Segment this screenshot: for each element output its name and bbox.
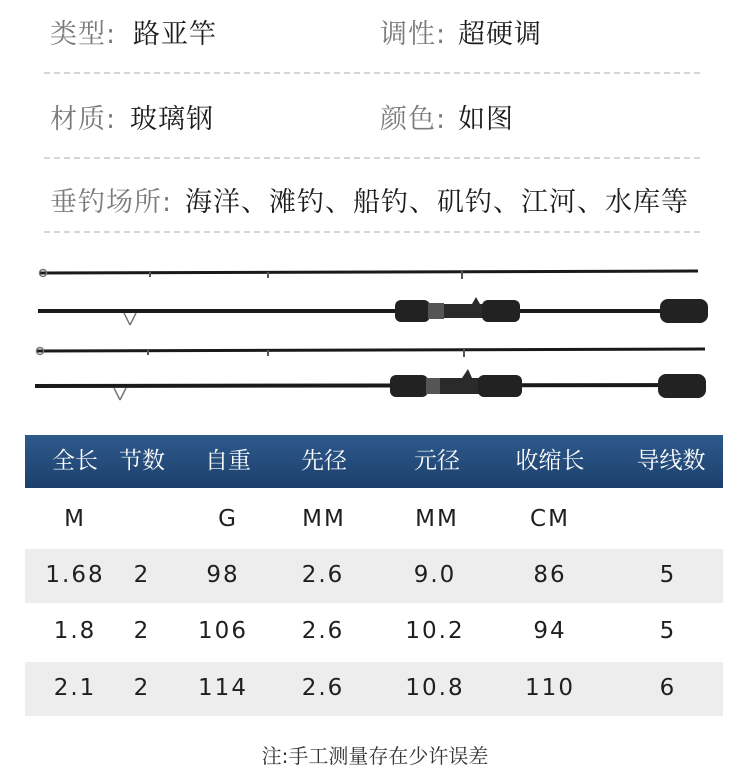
spec-row-venue [0, 176, 750, 220]
table-cell: 9.0 [413, 562, 457, 588]
divider [44, 231, 700, 233]
table-cell: 6 [659, 675, 677, 701]
column-header: 自重 [205, 448, 251, 474]
column-header: 元径 [414, 448, 460, 474]
table-cell: 2.6 [301, 618, 345, 644]
table-cell: 86 [533, 562, 567, 588]
venue-value: 海洋、滩钓、船钓、矶钓、江河、水库等 [185, 187, 689, 218]
action-value: 超硬调 [458, 19, 542, 50]
table-cell: 10.2 [405, 618, 465, 644]
column-header: 导线数 [636, 448, 706, 474]
spec-row-type-action [0, 8, 750, 52]
divider [44, 72, 700, 74]
color-label: 颜色: [380, 104, 447, 135]
unit-cell: MM [302, 506, 346, 532]
type-value: 路亚竿 [133, 19, 217, 50]
rod-1-butt-section [38, 297, 708, 325]
table-cell: 94 [533, 618, 567, 644]
rod-1-tip-section [40, 270, 699, 280]
table-header [25, 435, 723, 488]
table-cell: 114 [198, 675, 248, 701]
rod-2-butt-section [35, 369, 706, 400]
table-cell: 5 [659, 618, 677, 644]
table-cell: 1.8 [53, 618, 97, 644]
table-row [25, 549, 723, 603]
table-cell: 106 [198, 618, 248, 644]
column-header: 全长 [52, 448, 98, 474]
material-label: 材质: [50, 104, 117, 135]
table-cell: 2 [133, 675, 151, 701]
table-cell: 98 [206, 562, 240, 588]
unit-cell: G [218, 506, 238, 532]
column-header: 先径 [301, 448, 347, 474]
column-header: 节数 [119, 448, 165, 474]
table-cell: 2.6 [301, 675, 345, 701]
action-label: 调性: [380, 19, 447, 50]
table-cell: 5 [659, 562, 677, 588]
unit-cell: M [64, 506, 86, 532]
column-header: 收缩长 [515, 448, 585, 474]
unit-cell: MM [415, 506, 459, 532]
table-cell: 2 [133, 562, 151, 588]
table-cell: 110 [525, 675, 575, 701]
fishing-rods-illustration [0, 255, 750, 415]
spec-row-material-color [0, 93, 750, 137]
type-label: 类型: [50, 19, 117, 50]
unit-cell: CM [530, 506, 570, 532]
table-cell: 2.6 [301, 562, 345, 588]
footer-note: 注:手工测量存在少许误差 [261, 744, 489, 768]
venue-label: 垂钓场所: [50, 187, 173, 218]
divider [44, 157, 700, 159]
table-cell: 2 [133, 618, 151, 644]
table-cell: 1.68 [45, 562, 105, 588]
units-row [25, 493, 723, 545]
table-cell: 2.1 [53, 675, 97, 701]
table-row [25, 662, 723, 716]
material-value: 玻璃钢 [130, 104, 214, 135]
table-row [25, 605, 723, 659]
table-cell: 10.8 [405, 675, 465, 701]
color-value: 如图 [458, 104, 514, 135]
rod-2-tip-section [37, 348, 706, 358]
